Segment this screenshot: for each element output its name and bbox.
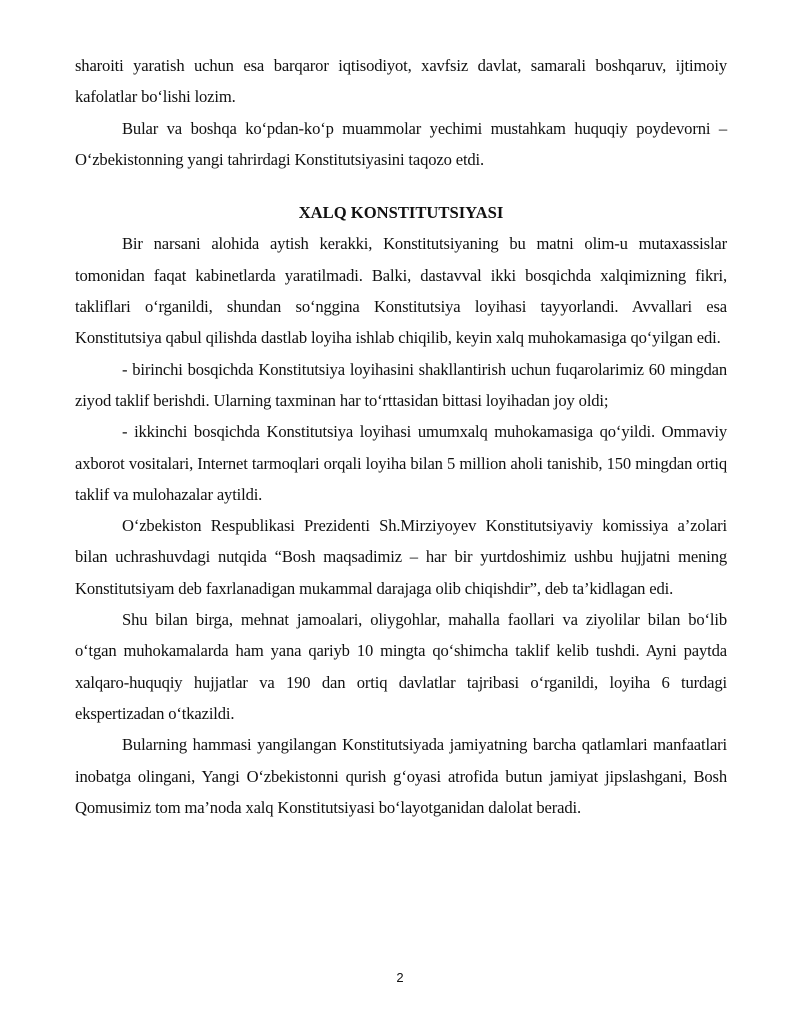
paragraph-problems: Bular va boshqa ko‘pdan-ko‘p muammolar yechimi mustahkam huquqiy poydevorni – O‘zbekistonning yangi tahrirdagi Konstitutsiyasini taqozo etdi. [75,118,727,169]
paragraph-continuation: sharoiti yaratish uchun esa barqaror iqtisodiyot, xavfsiz davlat, samarali boshqaruv, ijtimoiy kafolatlar bo‘lishi lozim. [75,56,727,107]
page-number: 2 [396,970,404,985]
paragraph-stage-one: - birinchi bosqichda Konstitutsiya loyihasini shakllantirish uchun fuqarolarimiz 60 mingdan ziyod taklif berishdi. Ularning taxminan har to‘rttasidan bittasi loyihadan joy oldi; [75,359,727,410]
paragraph-intro: Bir narsani alohida aytish kerakki, Konstitutsiyaning bu matni olim-u mutaxassislar tomonidan faqat kabinetlarda yaratilmadi. Balki, dastavval ikki bosqichda xalqimizning fikri, takliflari o‘rganildi, shundan so‘nggina Konstitutsiya loyihasi tayyorlandi. Avvallari esa Konstitutsiya qabul qilishda dastlab loyiha ishlab chiqilib, keyin xalq muhokamasiga qo‘yilgan edi. [75,234,727,348]
document-page [75,50,727,823]
paragraph-president-quote: O‘zbekiston Respublikasi Prezidenti Sh.Mirziyoyev Konstitutsiyaviy komissiya a’zolari bilan uchrashuvdagi nutqida “Bosh maqsadimiz – har bir yurtdoshimiz ushbu hujjatni mening Konstitutsiyam deb faxrlanadigan mukammal darajaga olib chiqishdir”, deb ta’kidlagan edi. [75,516,727,598]
paragraph-stage-two: - ikkinchi bosqichda Konstitutsiya loyihasi umumxalq muhokamasiga qo‘yildi. Ommaviy axborot vositalari, Internet tarmoqlari orqali loyiha bilan 5 million aholi tanishib, 150 mingdan ortiq taklif va mulohazalar aytildi. [75,422,727,504]
paragraph-conclusion: Bularning hammasi yangilangan Konstitutsiyada jamiyatning barcha qatlamlari manfaatlari inobatga olingani, Yangi O‘zbekistonni qurish g‘oyasi atrofida butun jamiyat jipslashgani, Bosh Qomusimiz tom ma’noda xalq Konstitutsiyasi bo‘layotganidan dalolat beradi. [75,735,727,817]
paragraph-additional-proposals: Shu bilan birga, mehnat jamoalari, oliygohlar, mahalla faollari va ziyolilar bilan bo‘lib o‘tgan muhokamalarda ham yana qariyb 10 mingta qo‘shimcha taklif kelib tushdi. Ayni paytda xalqaro-huquqiy hujjatlar va 190 dan ortiq davlatlar tajribasi o‘rganildi, loyiha 6 turdagi ekspertizadan o‘tkazildi. [75,610,727,723]
section-heading: XALQ KONSTITUTSIYASI [298,203,504,223]
